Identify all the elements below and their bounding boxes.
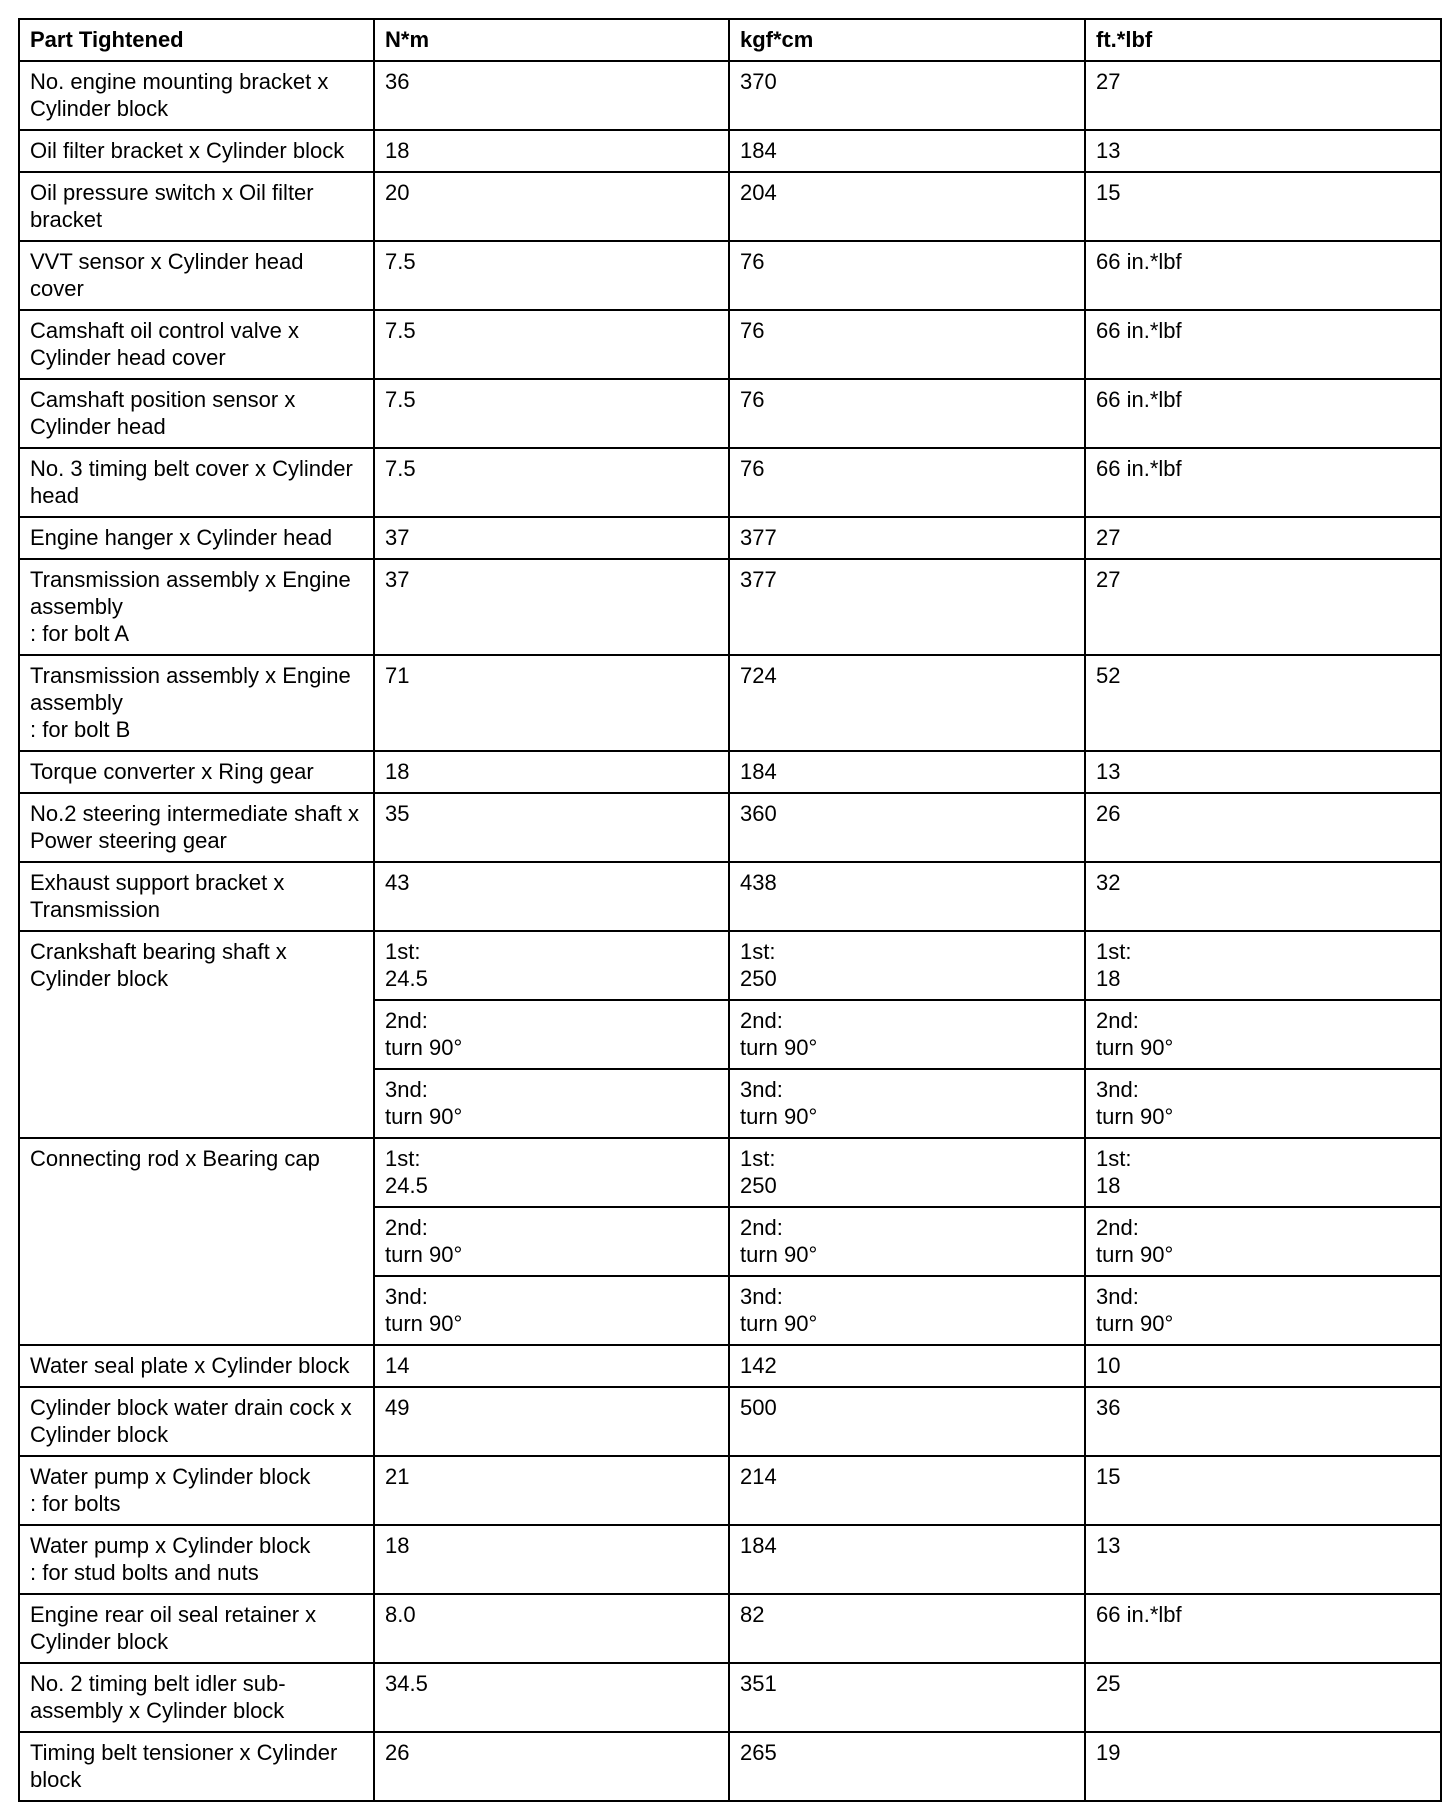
kgf-cell: 82 bbox=[729, 1594, 1085, 1663]
table-row bbox=[19, 1345, 1441, 1387]
ft-cell: 27 bbox=[1085, 559, 1441, 655]
ft-cell: 36 bbox=[1085, 1387, 1441, 1456]
part-cell: Crankshaft bearing shaft x Cylinder block bbox=[19, 931, 374, 1138]
table-row bbox=[19, 130, 1441, 172]
table-row bbox=[19, 241, 1441, 310]
ft-cell: 66 in.*lbf bbox=[1085, 448, 1441, 517]
ft-cell: 32 bbox=[1085, 862, 1441, 931]
part-cell: No. 2 timing belt idler sub- assembly x Cylinder block bbox=[19, 1663, 374, 1732]
header-ft: ft.*lbf bbox=[1085, 19, 1441, 61]
table-row bbox=[19, 655, 1441, 751]
nm-cell: 18 bbox=[374, 130, 729, 172]
nm-cell: 1st: 24.5 bbox=[374, 1138, 729, 1207]
nm-cell: 43 bbox=[374, 862, 729, 931]
kgf-cell: 2nd: turn 90° bbox=[729, 1207, 1085, 1276]
table-row bbox=[19, 1594, 1441, 1663]
kgf-cell: 724 bbox=[729, 655, 1085, 751]
torque-spec-table bbox=[18, 18, 1442, 1802]
kgf-cell: 3nd: turn 90° bbox=[729, 1276, 1085, 1345]
ft-cell: 15 bbox=[1085, 172, 1441, 241]
table-row bbox=[19, 862, 1441, 931]
part-cell: VVT sensor x Cylinder head cover bbox=[19, 241, 374, 310]
table-row bbox=[19, 379, 1441, 448]
nm-cell: 8.0 bbox=[374, 1594, 729, 1663]
kgf-cell: 2nd: turn 90° bbox=[729, 1000, 1085, 1069]
part-cell: Transmission assembly x Engine assembly : for bolt A bbox=[19, 559, 374, 655]
header-row bbox=[19, 19, 1441, 61]
part-cell: Oil pressure switch x Oil filter bracket bbox=[19, 172, 374, 241]
ft-cell: 1st: 18 bbox=[1085, 1138, 1441, 1207]
table-row bbox=[19, 517, 1441, 559]
nm-cell: 2nd: turn 90° bbox=[374, 1207, 729, 1276]
ft-cell: 19 bbox=[1085, 1732, 1441, 1801]
ft-cell: 10 bbox=[1085, 1345, 1441, 1387]
part-cell: Oil filter bracket x Cylinder block bbox=[19, 130, 374, 172]
table-row bbox=[19, 1525, 1441, 1594]
part-cell: Engine hanger x Cylinder head bbox=[19, 517, 374, 559]
table-row bbox=[19, 751, 1441, 793]
nm-cell: 37 bbox=[374, 517, 729, 559]
part-cell: Exhaust support bracket x Transmission bbox=[19, 862, 374, 931]
ft-cell: 2nd: turn 90° bbox=[1085, 1207, 1441, 1276]
kgf-cell: 265 bbox=[729, 1732, 1085, 1801]
table-row bbox=[19, 793, 1441, 862]
ft-cell: 52 bbox=[1085, 655, 1441, 751]
part-cell: Connecting rod x Bearing cap bbox=[19, 1138, 374, 1345]
ft-cell: 66 in.*lbf bbox=[1085, 379, 1441, 448]
kgf-cell: 76 bbox=[729, 448, 1085, 517]
ft-cell: 15 bbox=[1085, 1456, 1441, 1525]
part-cell: Torque converter x Ring gear bbox=[19, 751, 374, 793]
part-cell: Engine rear oil seal retainer x Cylinder block bbox=[19, 1594, 374, 1663]
table-row bbox=[19, 1663, 1441, 1732]
ft-cell: 13 bbox=[1085, 130, 1441, 172]
nm-cell: 3nd: turn 90° bbox=[374, 1276, 729, 1345]
nm-cell: 21 bbox=[374, 1456, 729, 1525]
kgf-cell: 1st: 250 bbox=[729, 931, 1085, 1000]
ft-cell: 25 bbox=[1085, 1663, 1441, 1732]
kgf-cell: 204 bbox=[729, 172, 1085, 241]
nm-cell: 35 bbox=[374, 793, 729, 862]
part-cell: No. 3 timing belt cover x Cylinder head bbox=[19, 448, 374, 517]
kgf-cell: 184 bbox=[729, 130, 1085, 172]
kgf-cell: 377 bbox=[729, 559, 1085, 655]
nm-cell: 2nd: turn 90° bbox=[374, 1000, 729, 1069]
kgf-cell: 3nd: turn 90° bbox=[729, 1069, 1085, 1138]
kgf-cell: 500 bbox=[729, 1387, 1085, 1456]
ft-cell: 26 bbox=[1085, 793, 1441, 862]
ft-cell: 3nd: turn 90° bbox=[1085, 1069, 1441, 1138]
nm-cell: 14 bbox=[374, 1345, 729, 1387]
ft-cell: 66 in.*lbf bbox=[1085, 1594, 1441, 1663]
table-row bbox=[19, 172, 1441, 241]
nm-cell: 18 bbox=[374, 751, 729, 793]
nm-cell: 20 bbox=[374, 172, 729, 241]
table-row-crankshaft-step-1 bbox=[19, 931, 1441, 1000]
table-row bbox=[19, 1387, 1441, 1456]
nm-cell: 34.5 bbox=[374, 1663, 729, 1732]
table-row bbox=[19, 1456, 1441, 1525]
header-nm: N*m bbox=[374, 19, 729, 61]
nm-cell: 36 bbox=[374, 61, 729, 130]
kgf-cell: 377 bbox=[729, 517, 1085, 559]
kgf-cell: 142 bbox=[729, 1345, 1085, 1387]
nm-cell: 3nd: turn 90° bbox=[374, 1069, 729, 1138]
ft-cell: 27 bbox=[1085, 517, 1441, 559]
kgf-cell: 184 bbox=[729, 751, 1085, 793]
part-cell: No.2 steering intermediate shaft x Power steering gear bbox=[19, 793, 374, 862]
table-row bbox=[19, 310, 1441, 379]
ft-cell: 27 bbox=[1085, 61, 1441, 130]
nm-cell: 37 bbox=[374, 559, 729, 655]
nm-cell: 7.5 bbox=[374, 310, 729, 379]
part-cell: Water pump x Cylinder block : for bolts bbox=[19, 1456, 374, 1525]
part-cell: Water seal plate x Cylinder block bbox=[19, 1345, 374, 1387]
kgf-cell: 360 bbox=[729, 793, 1085, 862]
kgf-cell: 76 bbox=[729, 379, 1085, 448]
nm-cell: 1st: 24.5 bbox=[374, 931, 729, 1000]
nm-cell: 7.5 bbox=[374, 448, 729, 517]
part-cell: Timing belt tensioner x Cylinder block bbox=[19, 1732, 374, 1801]
ft-cell: 13 bbox=[1085, 1525, 1441, 1594]
part-cell: Camshaft oil control valve x Cylinder head cover bbox=[19, 310, 374, 379]
table-row-conrod-step-1 bbox=[19, 1138, 1441, 1207]
table-row bbox=[19, 1732, 1441, 1801]
kgf-cell: 214 bbox=[729, 1456, 1085, 1525]
header-part: Part Tightened bbox=[19, 19, 374, 61]
nm-cell: 71 bbox=[374, 655, 729, 751]
table-row bbox=[19, 559, 1441, 655]
kgf-cell: 370 bbox=[729, 61, 1085, 130]
kgf-cell: 184 bbox=[729, 1525, 1085, 1594]
table-row bbox=[19, 61, 1441, 130]
ft-cell: 1st: 18 bbox=[1085, 931, 1441, 1000]
nm-cell: 7.5 bbox=[374, 379, 729, 448]
ft-cell: 66 in.*lbf bbox=[1085, 310, 1441, 379]
part-cell: Transmission assembly x Engine assembly : for bolt B bbox=[19, 655, 374, 751]
ft-cell: 66 in.*lbf bbox=[1085, 241, 1441, 310]
kgf-cell: 351 bbox=[729, 1663, 1085, 1732]
kgf-cell: 1st: 250 bbox=[729, 1138, 1085, 1207]
ft-cell: 13 bbox=[1085, 751, 1441, 793]
kgf-cell: 438 bbox=[729, 862, 1085, 931]
nm-cell: 18 bbox=[374, 1525, 729, 1594]
ft-cell: 2nd: turn 90° bbox=[1085, 1000, 1441, 1069]
part-cell: Water pump x Cylinder block : for stud bolts and nuts bbox=[19, 1525, 374, 1594]
ft-cell: 3nd: turn 90° bbox=[1085, 1276, 1441, 1345]
part-cell: Camshaft position sensor x Cylinder head bbox=[19, 379, 374, 448]
part-cell: No. engine mounting bracket x Cylinder block bbox=[19, 61, 374, 130]
kgf-cell: 76 bbox=[729, 310, 1085, 379]
part-cell: Cylinder block water drain cock x Cylinder block bbox=[19, 1387, 374, 1456]
table-row bbox=[19, 448, 1441, 517]
nm-cell: 26 bbox=[374, 1732, 729, 1801]
nm-cell: 49 bbox=[374, 1387, 729, 1456]
kgf-cell: 76 bbox=[729, 241, 1085, 310]
header-kgf: kgf*cm bbox=[729, 19, 1085, 61]
nm-cell: 7.5 bbox=[374, 241, 729, 310]
